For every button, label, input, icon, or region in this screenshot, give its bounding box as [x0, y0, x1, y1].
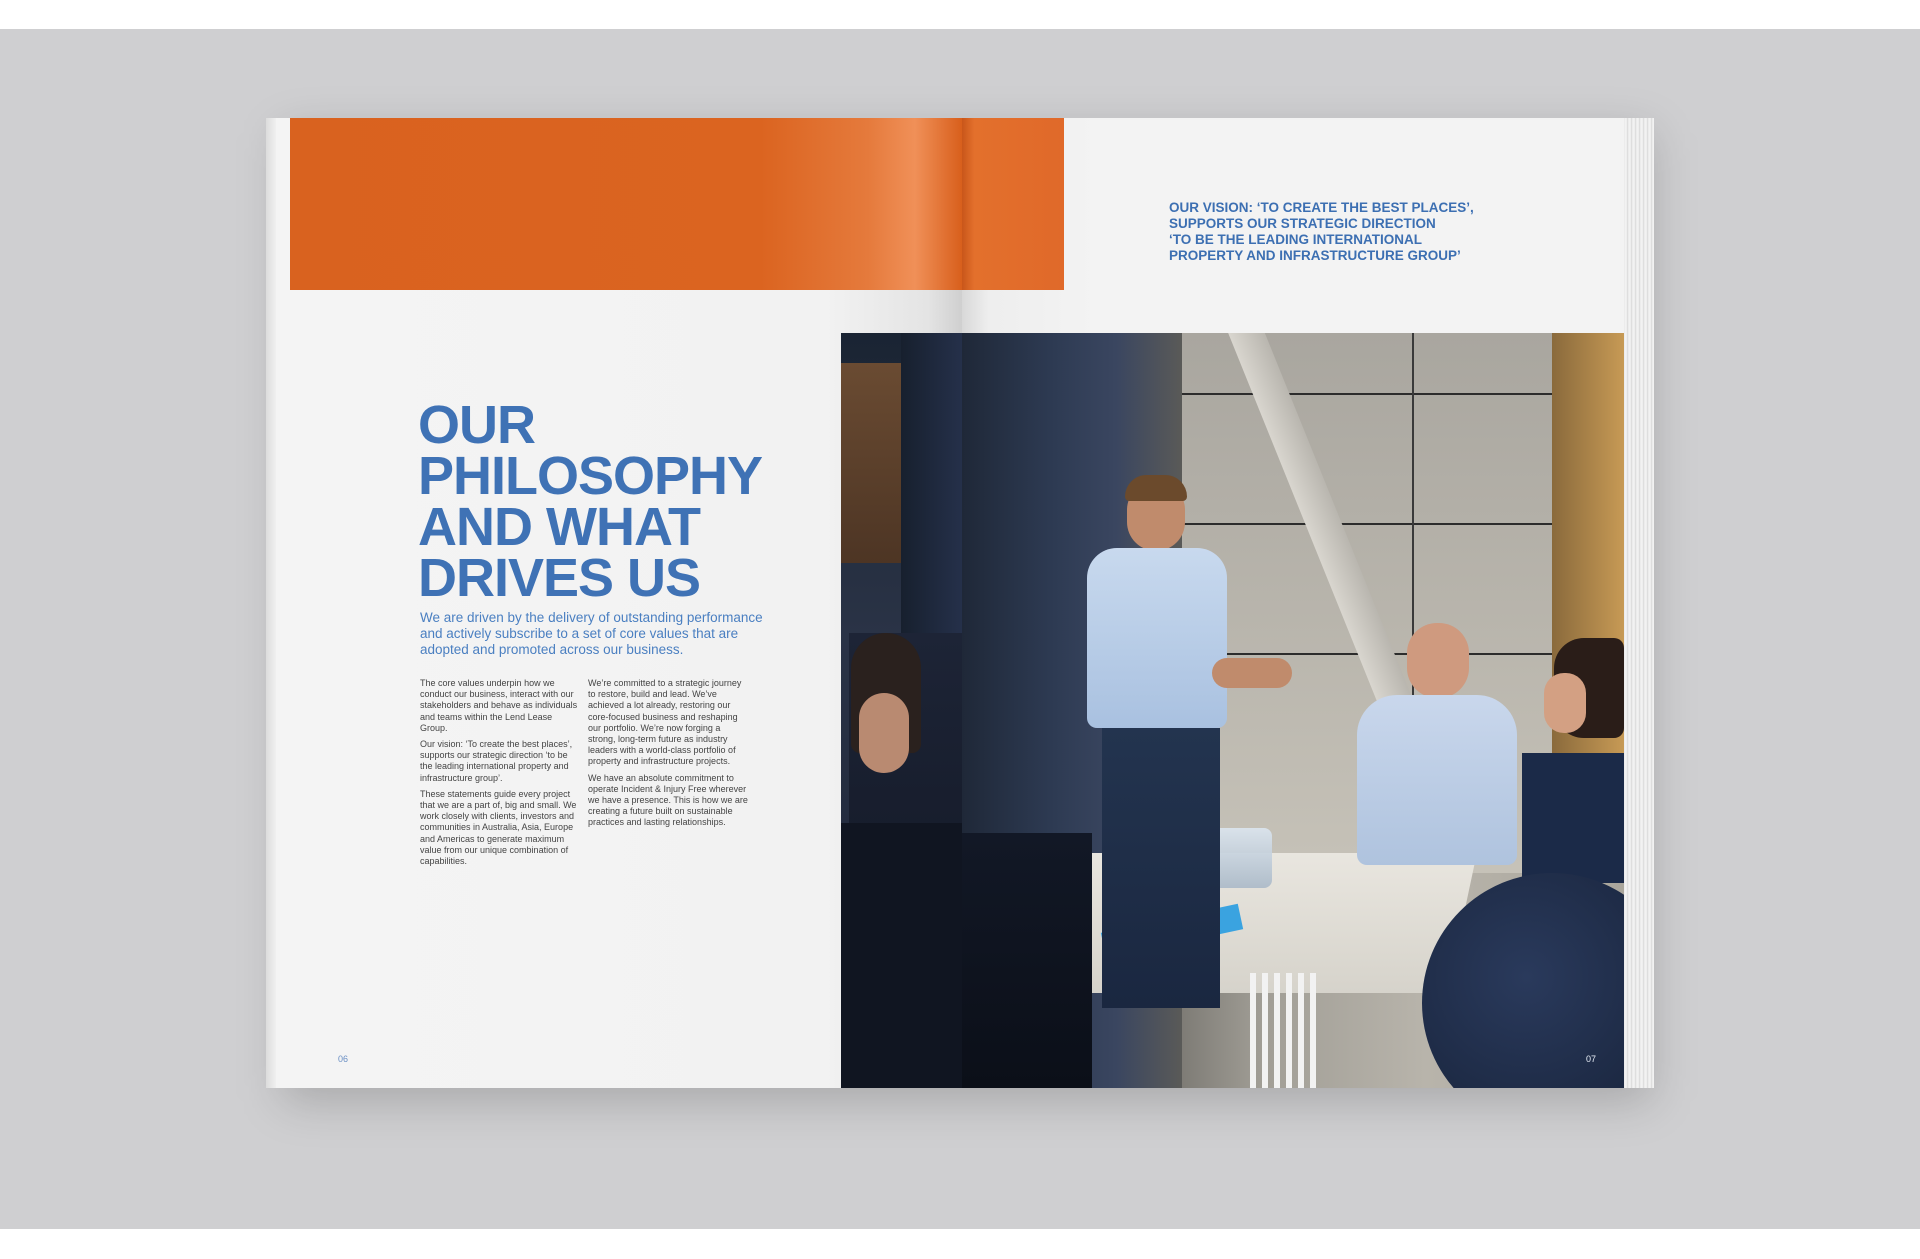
page-edge-right	[1620, 118, 1654, 1088]
vision-quote	[1169, 200, 1474, 264]
headline-line: OUR	[418, 395, 535, 455]
orange-header-band	[962, 118, 1064, 290]
body-paragraph: We have an absolute commitment to operate Incident & Injury Free wherever we have a presence. This is how we are creating a future built on sustainable practices and lasting relationships.	[588, 772, 748, 828]
body-paragraph: These statements guide every project that we are a part of, big and small. We work closely with clients, investors and communities in Australia, Asia, Europe and Americas to generate maximum value from our unique combination of capabilities.	[420, 788, 577, 867]
body-paragraph: Our vision: ‘To create the best places’, supports our strategic direction ‘to be the leading international property and infrastructure group’.	[420, 739, 573, 783]
vision-quote-line: ‘TO BE THE LEADING INTERNATIONAL	[1169, 232, 1422, 247]
vision-quote-line: SUPPORTS OUR STRATEGIC DIRECTION	[1169, 216, 1436, 231]
left-page	[276, 118, 962, 1088]
vision-quote-line: OUR VISION: ‘TO CREATE THE BEST PLACES’,	[1169, 200, 1474, 215]
page-number: 07	[1585, 1054, 1596, 1064]
body-paragraph: We’re committed to a strategic journey to restore, build and lead. We’ve achieved a lot already, restoring our core-focused business and reshaping our portfolio. We’re now forging a strong, long-term future as industry leaders with a world-class portfolio of property and infrastructure projects.	[588, 678, 742, 767]
body-paragraph: The core values underpin how we conduct our business, interact with our stakeholders and behave as individuals and teams within the Lend Lease Group.	[420, 678, 578, 733]
page-headline	[418, 395, 763, 608]
right-page	[962, 118, 1624, 1088]
meeting-photo	[962, 333, 1624, 1088]
vision-quote-line: PROPERTY AND INFRASTRUCTURE GROUP’	[1169, 248, 1461, 263]
meeting-photo-left-part	[841, 333, 962, 1088]
headline-line: PHILOSOPHY	[418, 446, 763, 506]
intro-paragraph: We are driven by the delivery of outstanding performance and actively subscribe to a set of core values that are adopted and promoted across our business.	[420, 610, 763, 657]
body-column-1	[420, 678, 580, 872]
headline-line: AND WHAT	[418, 497, 700, 557]
orange-header-band	[290, 118, 962, 290]
headline-line: DRIVES US	[418, 548, 701, 608]
body-column-2	[588, 678, 748, 834]
page-number: 06	[338, 1054, 349, 1064]
